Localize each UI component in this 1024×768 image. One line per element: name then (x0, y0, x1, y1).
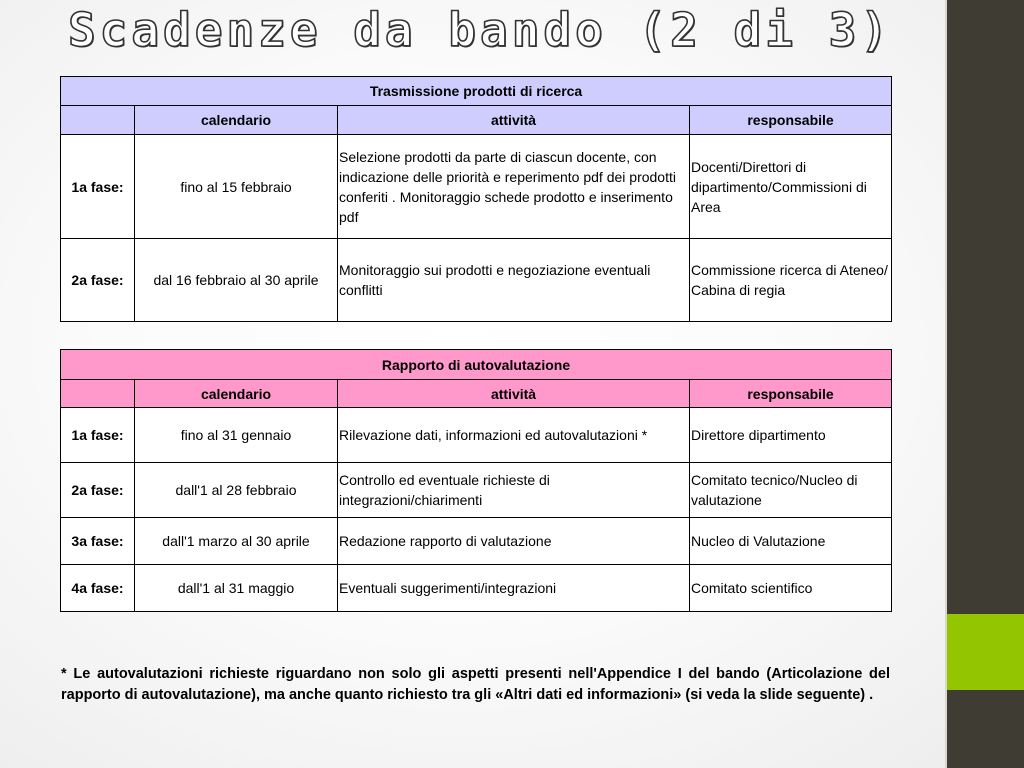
calendar-cell: fino al 15 febbraio (135, 135, 338, 239)
phase-cell: 3a fase: (61, 518, 135, 565)
table-row (61, 463, 892, 518)
column-header-phase (61, 380, 135, 408)
column-header-calendario: calendario (135, 106, 338, 135)
responsible-cell: Commissione ricerca di Ateneo/ Cabina di regia (690, 239, 892, 322)
calendar-cell: dall'1 al 31 maggio (135, 565, 338, 612)
activity-cell: Monitoraggio sui prodotti e negoziazione eventuali conflitti (338, 239, 690, 322)
table-rapporto-autovalutazione (60, 349, 892, 612)
responsible-cell: Docenti/Direttori di dipartimento/Commissioni di Area (690, 135, 892, 239)
table-row (61, 135, 892, 239)
phase-cell: 4a fase: (61, 565, 135, 612)
column-header-responsabile: responsabile (690, 106, 892, 135)
calendar-cell: dall'1 marzo al 30 aprile (135, 518, 338, 565)
responsible-cell: Comitato tecnico/Nucleo di valutazione (690, 463, 892, 518)
column-header-attivita: attività (338, 380, 690, 408)
table-row (61, 239, 892, 322)
table-header-row (61, 106, 892, 135)
column-header-calendario: calendario (135, 380, 338, 408)
column-header-phase (61, 106, 135, 135)
responsible-cell: Nucleo di Valutazione (690, 518, 892, 565)
table-title-row (61, 350, 892, 380)
sidebar-accent-block (947, 614, 1024, 690)
phase-cell: 2a fase: (61, 463, 135, 518)
calendar-cell: fino al 31 gennaio (135, 408, 338, 463)
activity-cell: Redazione rapporto di valutazione (338, 518, 690, 565)
table-row (61, 408, 892, 463)
phase-cell: 2a fase: (61, 239, 135, 322)
table-header-row (61, 380, 892, 408)
activity-cell: Selezione prodotti da parte di ciascun docente, con indicazione delle priorità e reperimento pdf dei prodotti conferiti . Monitoraggio schede prodotto e inserimento pdf (338, 135, 690, 239)
calendar-cell: dall'1 al 28 febbraio (135, 463, 338, 518)
table-row (61, 565, 892, 612)
table-title: Trasmissione prodotti di ricerca (61, 77, 892, 106)
footnote: * Le autovalutazioni richieste riguardano non solo gli aspetti presenti nell'Appendice I del bando (Articolazione del rapporto di autovalutazione), ma anche quanto richiesto tra gli «Altri dati ed informazioni» (si veda la slide seguente) . (61, 666, 890, 703)
activity-cell: Rilevazione dati, informazioni ed autovalutazioni * (338, 408, 690, 463)
column-header-responsabile: responsabile (690, 380, 892, 408)
table-trasmissione-prodotti (60, 76, 892, 322)
table-title: Rapporto di autovalutazione (61, 350, 892, 380)
responsible-cell: Direttore dipartimento (690, 408, 892, 463)
responsible-cell: Comitato scientifico (690, 565, 892, 612)
activity-cell: Controllo ed eventuale richieste di integrazioni/chiarimenti (338, 463, 690, 518)
table-row (61, 518, 892, 565)
phase-cell: 1a fase: (61, 135, 135, 239)
phase-cell: 1a fase: (61, 408, 135, 463)
activity-cell: Eventuali suggerimenti/integrazioni (338, 565, 690, 612)
table-title-row (61, 77, 892, 106)
calendar-cell: dal 16 febbraio al 30 aprile (135, 239, 338, 322)
slide-title: Scadenze da bando (2 di 3) (67, 3, 893, 57)
column-header-attivita: attività (338, 106, 690, 135)
